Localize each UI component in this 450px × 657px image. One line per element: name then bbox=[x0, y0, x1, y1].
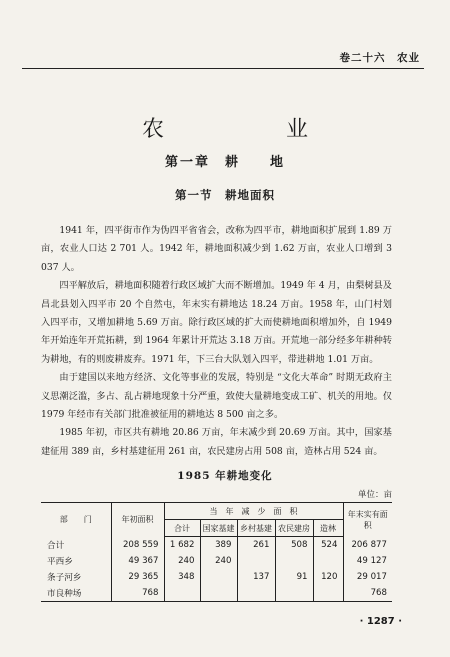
table-row bbox=[41, 585, 392, 602]
cell-end: 768 bbox=[343, 585, 392, 602]
cell-forest: 524 bbox=[313, 537, 343, 554]
header-decrease-group: 当 年 减 少 面 积 bbox=[164, 503, 343, 520]
page-title: 农 业 bbox=[141, 117, 334, 142]
cell-name: 条子河乡 bbox=[47, 573, 82, 583]
paragraph-2: 四平解放后，耕地面积随着行政区域扩大而不断增加。1949 年 4 月，由梨树县及昌北县划入四平市 20 个自然屯，年末实有耕地达 18.24 万亩。1958 年，山门村划入四平市，又增加耕地 5.69 万亩。除行政区域的扩大而使耕地面积增加外，自 1949 年开始连年开荒拓耕，到 1964 年累计开荒达 3.18 万亩。开荒地一部分经多年耕种转为耕地，有的则废耕废弃。1971 年，下三台大队划入四平，带进耕地 1.01 万亩。 bbox=[41, 280, 392, 365]
cell-farmer bbox=[275, 585, 313, 602]
table-row bbox=[41, 569, 392, 585]
header-start: 年初面积 bbox=[111, 503, 164, 537]
cell-farmer: 508 bbox=[275, 537, 313, 554]
table-title: 1985 年耕地变化 bbox=[177, 470, 273, 482]
cell-forest bbox=[313, 585, 343, 602]
header-state: 国家基建 bbox=[200, 520, 237, 537]
header-end: 年末实有面 积 bbox=[343, 503, 392, 537]
section-heading: 第一节 耕地面积 bbox=[175, 188, 275, 202]
page-number: · 1287 · bbox=[359, 616, 402, 627]
cell-name: 市良种场 bbox=[41, 585, 111, 602]
cell-end: 29 017 bbox=[343, 569, 392, 585]
header-village: 乡村基建 bbox=[237, 520, 275, 537]
table-row bbox=[41, 537, 392, 554]
paragraph-4: 1985 年初，市区共有耕地 20.86 万亩，年末减少到 20.69 万亩。其中，国家基建征用 389 亩，乡村基建征用 261 亩，农民建房占用 508 亩，造林占用 524 亩。 bbox=[41, 427, 392, 457]
cell-start: 29 365 bbox=[111, 569, 164, 585]
cell-village bbox=[237, 553, 275, 569]
cell-village bbox=[237, 585, 275, 602]
header-forest: 造林 bbox=[313, 520, 343, 537]
cell-name: 平西乡 bbox=[47, 557, 73, 567]
cell-start: 49 367 bbox=[111, 553, 164, 569]
cell-village: 261 bbox=[237, 537, 275, 554]
table-unit: 单位：亩 bbox=[357, 490, 392, 500]
cell-farmer: 91 bbox=[275, 569, 313, 585]
header-farmer: 农民建房 bbox=[275, 520, 313, 537]
cell-end: 49 127 bbox=[343, 553, 392, 569]
running-title: 卷二十六 农业 bbox=[339, 52, 420, 64]
paragraph-3: 由于建国以来地方经济、文化等事业的发展，特别是 “文化大革命” 时期无政府主义思潮泛滥，多占、乱占耕地现象十分严重，致使大量耕地变成工矿、机关的用地。仅 1979 年经市有关部门批准被征用的耕地达 8 500 亩之多。 bbox=[41, 372, 392, 421]
cell-total: 1 682 bbox=[164, 537, 200, 554]
cell-state: 240 bbox=[200, 553, 237, 569]
cell-start: 768 bbox=[111, 585, 164, 602]
cell-state bbox=[200, 569, 237, 585]
cell-farmer bbox=[275, 553, 313, 569]
farmland-change-table bbox=[41, 502, 396, 602]
cell-forest: 120 bbox=[313, 569, 343, 585]
cell-name: 合计 bbox=[47, 540, 65, 551]
cell-forest bbox=[313, 553, 343, 569]
paragraph-1: 1941 年，四平街市作为伪四平省省会，改称为四平市，耕地面积扩展到 1.89 万亩，农业人口达 2 701 人。1942 年，耕地面积减少到 1.62 万亩，农业人口增到 3 037 人。 bbox=[41, 225, 392, 273]
cell-start: 208 559 bbox=[111, 537, 164, 554]
running-header bbox=[22, 50, 424, 69]
table-row bbox=[41, 553, 392, 569]
body-text bbox=[41, 222, 392, 461]
cell-state bbox=[200, 585, 237, 602]
cell-total: 348 bbox=[164, 569, 200, 585]
chapter-heading: 第一章 耕 地 bbox=[164, 155, 285, 170]
header-dept: 部 门 bbox=[41, 503, 111, 537]
cell-end: 206 877 bbox=[343, 537, 392, 554]
cell-total: 240 bbox=[164, 553, 200, 569]
cell-village: 137 bbox=[237, 569, 275, 585]
header-total: 合计 bbox=[164, 520, 200, 537]
cell-state: 389 bbox=[200, 537, 237, 554]
cell-total bbox=[164, 585, 200, 602]
